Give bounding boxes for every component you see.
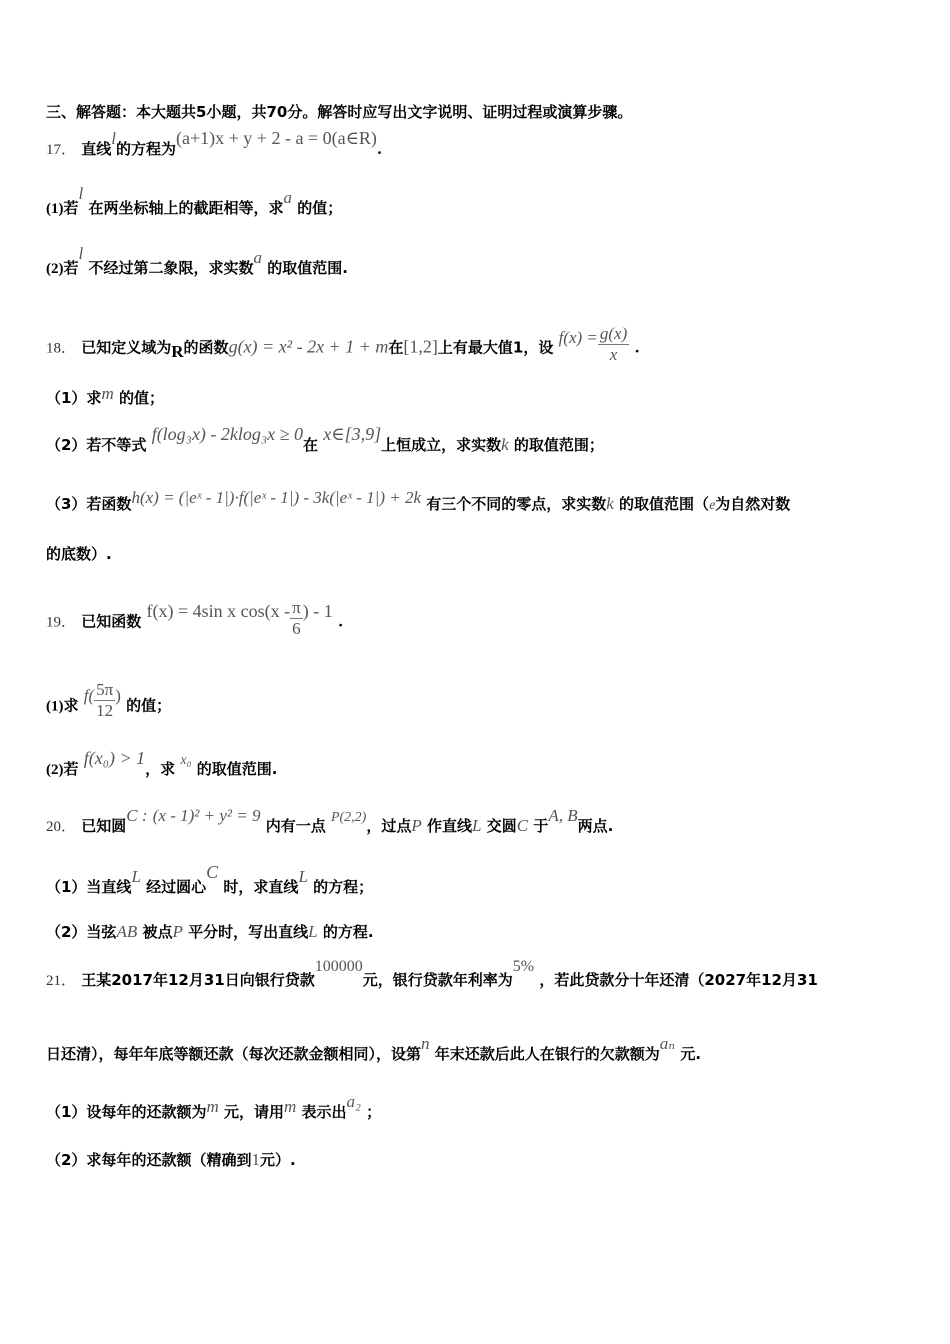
problem-17-stem <box>46 128 383 160</box>
problem-number: 19． <box>46 614 77 631</box>
fraction-numerator: π <box>292 598 301 617</box>
stem-text: 年末还款后此人在银行的欠款额为 <box>434 1045 660 1063</box>
math-interval: [1,2] <box>403 336 438 357</box>
problem-18-part-1 <box>46 384 164 408</box>
math-fraction <box>290 598 303 639</box>
math-var: m <box>283 1097 297 1116</box>
math-var: C : <box>126 806 148 825</box>
problem-21-stem <box>46 958 818 991</box>
math-func: ) <box>115 685 121 705</box>
math-fraction <box>94 680 115 721</box>
math-var: m <box>101 384 114 403</box>
math-inequality: f(log₃x) - 2klog₃x ≥ 0 <box>151 424 304 444</box>
loan-amount: 100000 <box>314 958 363 975</box>
stem-text: 日还清），每年年底等额还款（每次还款金额相同），设第 <box>46 1045 422 1063</box>
math-func: f( <box>83 685 95 705</box>
math-var: e <box>709 498 716 513</box>
math-var: x₀ <box>180 753 192 768</box>
part-label: （2）若不等式 <box>46 436 147 454</box>
part-text: 元，请用 <box>223 1103 284 1121</box>
stem-text: 作直线 <box>426 817 472 835</box>
problem-number: 18． <box>46 340 77 357</box>
fraction-denominator: 6 <box>292 619 301 638</box>
problem-21-part-1 <box>46 1092 382 1122</box>
math-var: R <box>171 341 184 361</box>
stem-text: 于 <box>533 817 549 835</box>
part-text: 的取值范围. <box>196 760 278 778</box>
fraction-denominator: x <box>609 345 618 364</box>
problem-17-part-2 <box>46 244 348 279</box>
problem-18-part-3 <box>46 488 791 516</box>
math-equation: h(x) = (|eˣ - 1|)·f(|eˣ - 1|) - 3k(|eˣ - 1|) + 2k <box>131 488 422 507</box>
part-text: 的值； <box>118 389 164 407</box>
part-text: 的取值范围. <box>267 259 348 277</box>
problem-number: 20． <box>46 819 77 835</box>
stem-text: 交圆 <box>486 817 517 835</box>
problem-21-part-2 <box>46 1150 296 1170</box>
part-text: 元）. <box>259 1151 296 1169</box>
stem-text: 两点. <box>577 817 614 835</box>
stem-text: 已知函数 <box>81 612 142 631</box>
part-text: ； <box>366 1103 382 1121</box>
problem-20-stem <box>46 806 614 838</box>
part-label: （1）当直线 <box>46 878 132 896</box>
part-text: 有三个不同的零点，求实数 <box>426 495 607 513</box>
part-label: (1)求 <box>46 698 79 715</box>
stem-text: 的函数 <box>183 338 229 357</box>
problem-21-stem-cont <box>46 1034 702 1064</box>
stem-text: 上有最大值1，设 <box>437 338 554 357</box>
part-text: 时，求直线 <box>223 878 299 896</box>
math-var: a <box>253 248 262 267</box>
math-var: l <box>111 129 116 148</box>
stem-text: 已知圆 <box>81 817 127 835</box>
part-label: (2)若 <box>46 261 79 277</box>
part-text: 的取值范围（ <box>619 495 710 513</box>
stem-text: 的方程为 <box>116 140 177 158</box>
problem-20-part-1 <box>46 862 374 897</box>
part-text: 的方程； <box>313 878 374 896</box>
math-var: C <box>516 816 529 835</box>
math-point: P(2,2) <box>330 810 367 825</box>
stem-text: 王某2017年12月31日向银行贷款 <box>81 971 315 989</box>
stem-text: 元，银行贷款年利率为 <box>362 971 513 989</box>
stem-text: 直线 <box>81 140 112 158</box>
math-var: P <box>411 816 422 835</box>
problem-18-stem <box>46 324 640 369</box>
part-text: 表示出 <box>301 1103 347 1121</box>
part-label: （2）当弦 <box>46 923 117 941</box>
math-var: a <box>283 188 292 207</box>
math-var: a₂ <box>346 1092 361 1111</box>
part-text: 的取值范围； <box>513 436 604 454</box>
math-equation: f(x) = <box>558 327 598 347</box>
math-var: aₙ <box>659 1034 676 1053</box>
part-text: 平分时，写出直线 <box>188 923 309 941</box>
math-inequality: f(x₀) > 1 <box>83 748 146 768</box>
problem-18-part-2 <box>46 424 604 455</box>
problem-19-stem <box>46 598 344 643</box>
part-label: （1）求 <box>46 389 102 407</box>
fraction-numerator: 5π <box>96 680 114 699</box>
part-label: （3）若函数 <box>46 495 132 513</box>
math-var: k <box>501 435 509 454</box>
math-var: k <box>606 494 614 513</box>
math-interval: x∈[3,9] <box>323 424 382 444</box>
part-text: 经过圆心 <box>146 878 207 896</box>
part-label: (2)若 <box>46 762 79 778</box>
math-var: A, B <box>548 806 578 825</box>
stem-text: 在 <box>388 338 404 357</box>
stem-text: 已知定义域为 <box>81 338 172 357</box>
math-number: 1 <box>251 1150 260 1169</box>
math-var: C <box>206 862 219 882</box>
part-text: 的值； <box>126 696 172 715</box>
stem-text: 内有一点 <box>265 817 326 835</box>
math-equation: ) - 1 <box>302 600 333 621</box>
stem-text: ，过点 <box>366 817 412 835</box>
part-text: 在两坐标轴上的截距相等，求 <box>88 199 284 217</box>
math-equation: (x - 1)² + y² = 9 <box>152 806 261 825</box>
math-var: L <box>298 867 308 886</box>
problem-17-part-1 <box>46 184 343 219</box>
interest-rate: 5% <box>512 958 535 975</box>
math-var: AB <box>116 922 138 941</box>
math-equation: f(x) = 4sin x cos(x - <box>146 600 291 621</box>
stem-text: ，若此贷款分十年还清（2027年12月31 <box>539 971 818 989</box>
math-var: l <box>78 184 84 203</box>
math-var: n <box>421 1034 430 1053</box>
part-text: 被点 <box>142 923 173 941</box>
math-var: P <box>172 922 183 941</box>
problem-number: 17． <box>46 142 77 158</box>
fraction-denominator: 12 <box>96 701 114 720</box>
math-var: L <box>131 867 141 886</box>
fraction-numerator: g(x) <box>599 324 628 343</box>
problem-18-part-3-cont: 的底数）. <box>46 545 112 563</box>
punct: . <box>634 338 640 357</box>
stem-text: 元. <box>680 1045 702 1063</box>
part-text: 的值； <box>297 199 343 217</box>
part-text: 在 <box>303 436 319 454</box>
math-equation: g(x) = x² - 2x + 1 + m <box>228 336 389 357</box>
problem-19-part-2 <box>46 748 278 781</box>
part-text: 上恒成立，求实数 <box>381 436 502 454</box>
part-label: （2）求每年的还款额（精确到 <box>46 1151 252 1169</box>
part-text: ，求 <box>145 760 176 778</box>
problem-19-part-1 <box>46 680 172 727</box>
punct: . <box>337 612 344 631</box>
part-label: （1）设每年的还款额为 <box>46 1103 207 1121</box>
part-label: (1)若 <box>46 201 79 217</box>
math-var: m <box>206 1097 219 1116</box>
part-text: 的方程. <box>322 923 374 941</box>
math-var: L <box>308 922 318 941</box>
part-text: 不经过第二象限，求实数 <box>88 259 254 277</box>
math-var: L <box>472 816 482 835</box>
problem-number: 21． <box>46 973 77 989</box>
section-heading: 三、解答题：本大题共5小题，共70分。解答时应写出文字说明、证明过程或演算步骤。 <box>46 103 633 121</box>
problem-20-part-2 <box>46 922 374 942</box>
math-fraction <box>598 324 629 365</box>
math-equation: (a+1)x + y + 2 - a = 0(a∈R) <box>176 128 377 148</box>
part-text: 为自然对数 <box>715 495 791 513</box>
punct: . <box>376 140 383 158</box>
math-var: l <box>78 244 84 263</box>
